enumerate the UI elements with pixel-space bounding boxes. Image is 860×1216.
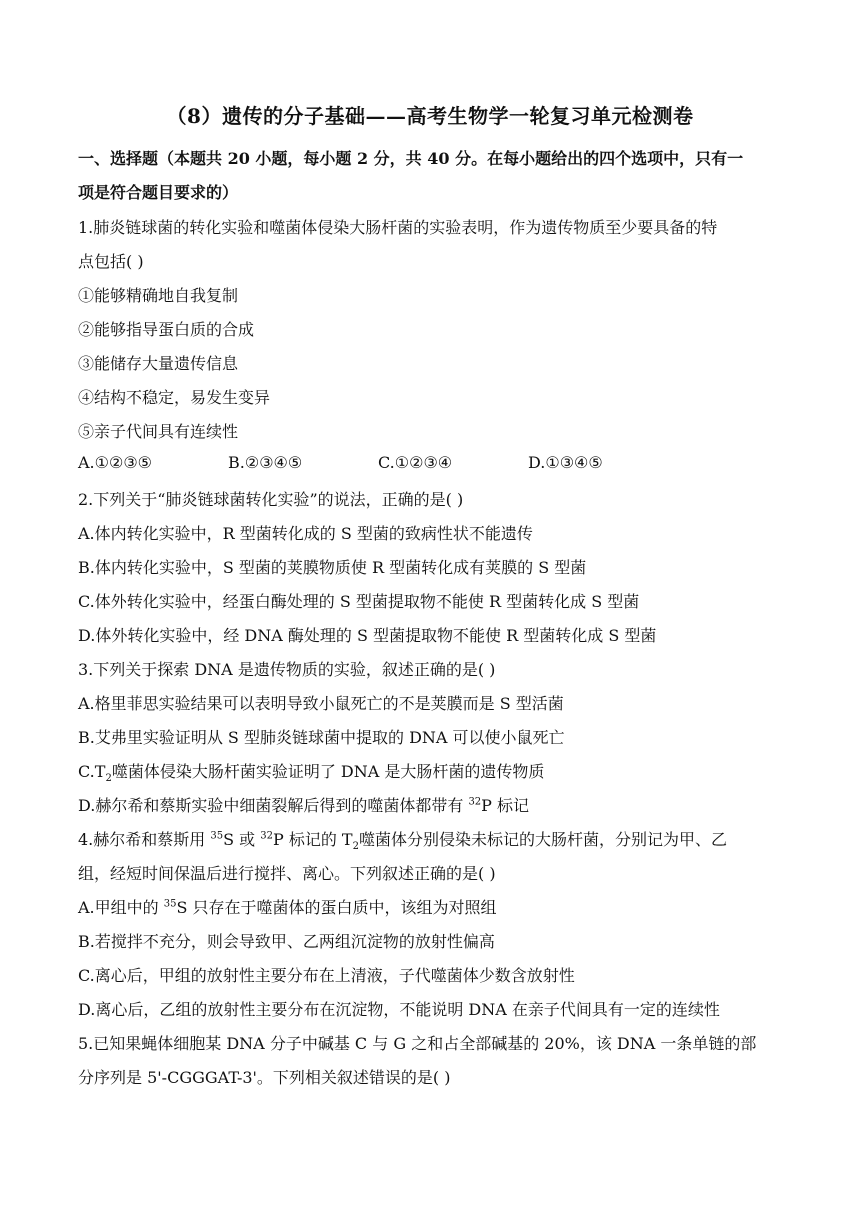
q3-option-a[interactable]: A.格里菲思实验结果可以表明导致小鼠死亡的不是荚膜而是 S 型活菌 [78, 694, 564, 713]
q1-option-c[interactable]: C.①②③④ [378, 453, 453, 472]
q1-item-4: ④结构不稳定，易发生变异 [78, 388, 271, 407]
q3-option-d-superscript: 32 [468, 796, 482, 808]
q3-option-c-subscript: 2 [105, 773, 112, 785]
q4-stem-line-1 [78, 827, 788, 853]
q4-stem-sub: 2 [352, 841, 359, 853]
q2-stem: 2.下列关于“肺炎链球菌转化实验”的说法，正确的是( ) [78, 490, 464, 509]
q1-item-3: ③能储存大量遗传信息 [78, 354, 239, 373]
q4-option-a[interactable] [78, 895, 788, 918]
q3-option-d[interactable] [78, 793, 788, 816]
q1-option-a[interactable]: A.①②③⑤ [78, 453, 153, 472]
q3-option-c-prefix: C.T [78, 762, 106, 781]
q4-option-a-superscript: 35 [163, 898, 177, 910]
q3-option-d-prefix: D.赫尔希和蔡斯实验中细菌裂解后得到的噬菌体都带有 [78, 796, 469, 815]
q4-option-b[interactable]: B.若搅拌不充分，则会导致甲、乙两组沉淀物的放射性偏高 [78, 932, 495, 951]
q1-stem-line-1: 1.肺炎链球菌的转化实验和噬菌体侵染大肠杆菌的实验表明，作为遗传物质至少要具备的特 [78, 218, 718, 237]
q1-option-b[interactable]: B.②③④⑤ [228, 453, 303, 472]
q2-option-b[interactable]: B.体内转化实验中，S 型菌的荚膜物质使 R 型菌转化成有荚膜的 S 型菌 [78, 558, 587, 577]
q4-stem-part-a: 4.赫尔希和蔡斯用 [78, 830, 211, 849]
q4-stem-sup-2: 32 [260, 830, 273, 842]
q4-stem-part-d: 噬菌体分别侵染未标记的大肠杆菌，分别记为甲、乙 [358, 830, 727, 849]
q4-option-a-text: S 只存在于噬菌体的蛋白质中，该组为对照组 [176, 898, 497, 917]
q4-option-a-prefix: A.甲组中的 [78, 898, 164, 917]
q3-stem: 3.下列关于探索 DNA 是遗传物质的实验，叙述正确的是( ) [78, 660, 496, 679]
section-header-line-1: 一、选择题（本题共 20 小题，每小题 2 分，共 40 分。在每小题给出的四个选项中，只有一 [78, 149, 744, 168]
q3-option-c-text: 噬菌体侵染大肠杆菌实验证明了 DNA 是大肠杆菌的遗传物质 [111, 762, 545, 781]
q3-option-c[interactable] [78, 759, 788, 785]
q4-option-c[interactable]: C.离心后，甲组的放射性主要分布在上清液，子代噬菌体少数含放射性 [78, 966, 575, 985]
q5-stem-line-1: 5.已知果蝇体细胞某 DNA 分子中碱基 C 与 G 之和占全部碱基的 20%，该 DNA 一条单链的部 [78, 1034, 757, 1053]
q2-option-d[interactable]: D.体外转化实验中，经 DNA 酶处理的 S 型菌提取物不能使 R 型菌转化成 S 型菌 [78, 626, 657, 645]
q3-option-d-text: P 标记 [481, 796, 530, 815]
page-title: （8）遗传的分子基础——高考生物学一轮复习单元检测卷 [166, 104, 694, 128]
q1-item-2: ②能够指导蛋白质的合成 [78, 320, 255, 339]
q2-option-a[interactable]: A.体内转化实验中，R 型菌转化成的 S 型菌的致病性状不能遗传 [78, 524, 533, 543]
q2-option-c[interactable]: C.体外转化实验中，经蛋白酶处理的 S 型菌提取物不能使 R 型菌转化成 S 型菌 [78, 592, 640, 611]
q1-item-5: ⑤亲子代间具有连续性 [78, 422, 239, 441]
q1-item-1: ①能够精确地自我复制 [78, 286, 239, 305]
q4-stem-sup-1: 35 [210, 830, 224, 842]
q4-stem-part-c: P 标记的 T [272, 830, 353, 849]
q4-option-d[interactable]: D.离心后，乙组的放射性主要分布在沉淀物，不能说明 DNA 在亲子代间具有一定的连续性 [78, 1000, 720, 1019]
q4-stem-part-b: S 或 [223, 830, 261, 849]
q3-option-b[interactable]: B.艾弗里实验证明从 S 型肺炎链球菌中提取的 DNA 可以使小鼠死亡 [78, 728, 565, 747]
q1-stem-line-2: 点包括( ) [78, 252, 144, 271]
section-header-line-2: 项是符合题目要求的） [78, 183, 239, 202]
q1-option-d[interactable]: D.①③④⑤ [528, 453, 603, 472]
q4-stem-line-2: 组，经短时间保温后进行搅拌、离心。下列叙述正确的是( ) [78, 864, 496, 883]
q5-stem-line-2: 分序列是 5'-CGGGAT-3'。下列相关叙述错误的是( ) [78, 1068, 451, 1087]
